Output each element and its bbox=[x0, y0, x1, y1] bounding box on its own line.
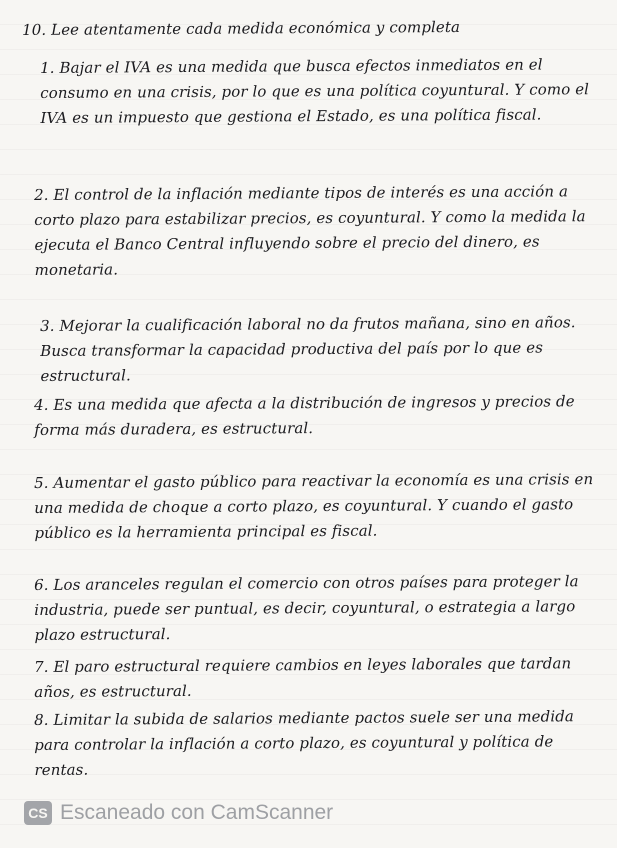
answer-item-4: 4. Es una medida que afecta a la distribución de ingresos y precios de forma más duradera, es estructural. bbox=[34, 392, 575, 439]
camscanner-logo-icon: CS bbox=[24, 801, 52, 825]
answer-item-2: 2. El control de la inflación mediante tipos de interés es una acción a corto plazo para estabilizar precios, es coyuntural. Y como la medida la ejecuta el Banco Central influyendo sobre el precio del dinero, es monetaria. bbox=[34, 182, 586, 279]
answer-item-1: 1. Bajar el IVA es una medida que busca efectos inmediatos en el consumo en una crisis, por lo que es una política coyuntural. Y como el IVA es un impuesto que gestiona el Estado, es una política fiscal. bbox=[40, 55, 590, 127]
exercise-heading: 10. Lee atentamente cada medida económica y completa bbox=[22, 17, 461, 39]
answer-item-6: 6. Los aranceles regulan el comercio con otros países para proteger la industria, puede ser puntual, es decir, coyuntural, o estrategia a largo plazo estructural. bbox=[34, 572, 579, 644]
answer-item-8: 8. Limitar la subida de salarios mediante pactos suele ser una medida para controlar la inflación a corto plazo, es coyuntural y política de rentas. bbox=[34, 707, 574, 779]
answer-item-3: 3. Mejorar la cualificación laboral no da frutos mañana, sino en años. Busca transformar la capacidad productiva del país por lo que es estructural. bbox=[40, 313, 576, 385]
answer-item-5: 5. Aumentar el gasto público para reactivar la economía es una crisis en una medida de choque a corto plazo, es coyuntural. Y cuando el gasto público es la herramienta principal es fiscal. bbox=[34, 470, 594, 542]
camscanner-watermark bbox=[24, 801, 333, 825]
answer-item-7: 7. El paro estructural requiere cambios en leyes laborales que tardan años, es estructural. bbox=[34, 654, 572, 701]
watermark-text: Escaneado con CamScanner bbox=[60, 801, 334, 824]
